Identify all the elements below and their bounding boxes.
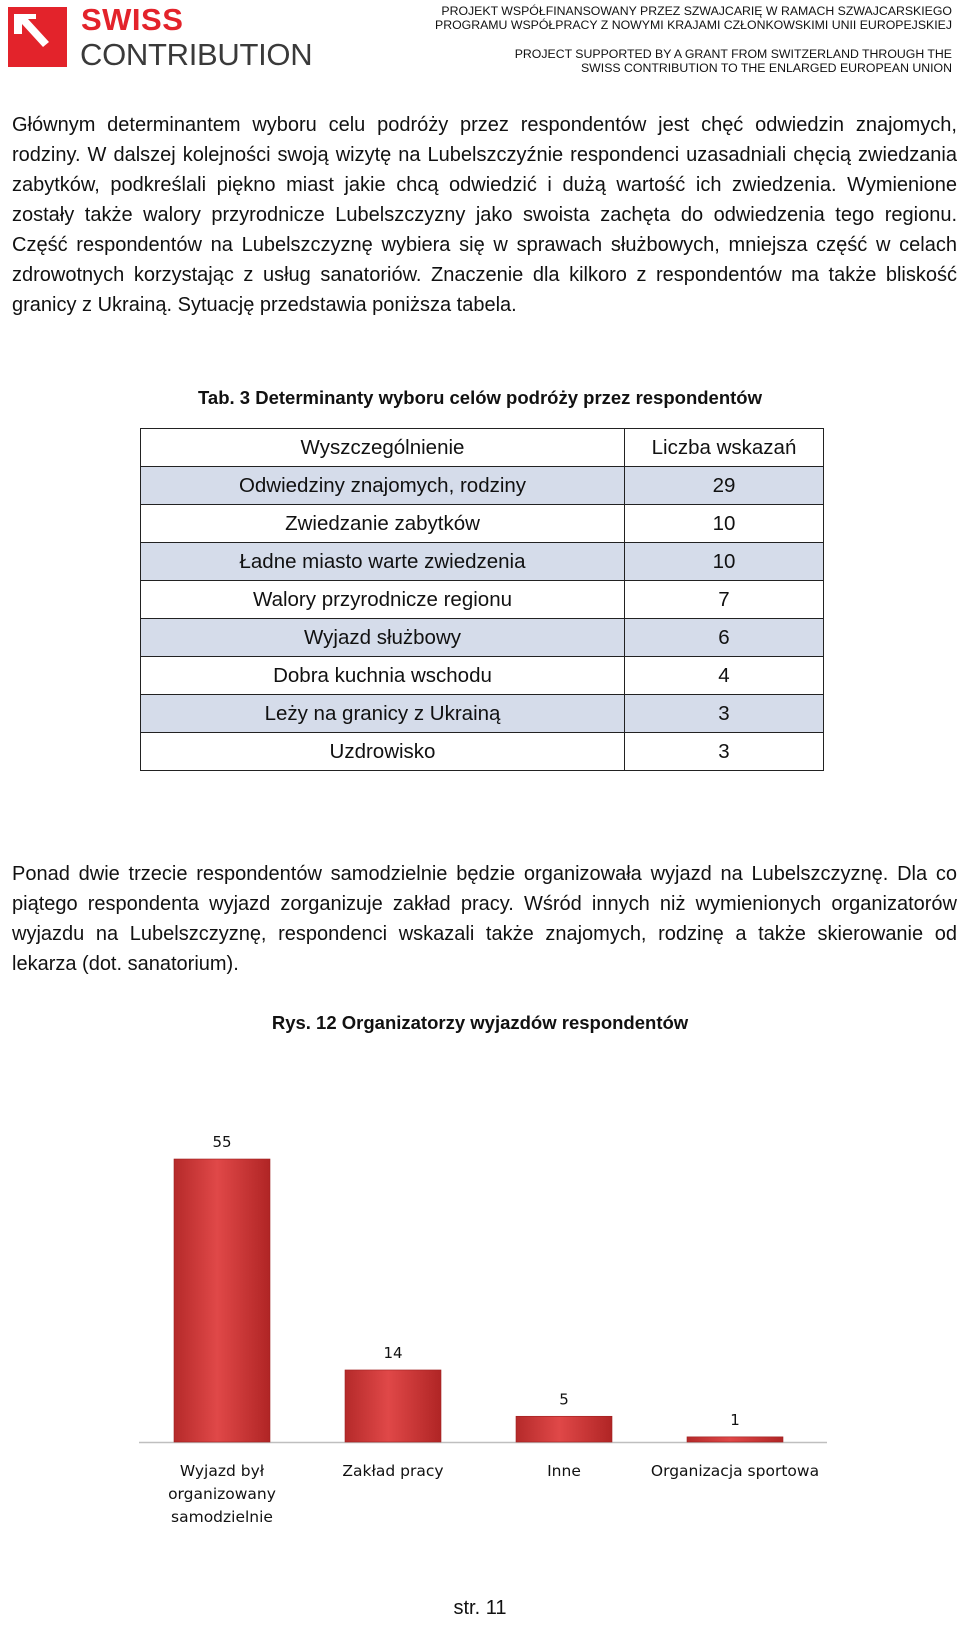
table-caption: Tab. 3 Determinanty wyboru celów podróży przez respondentów (198, 387, 762, 408)
row-label: Wyjazd służbowy (141, 619, 625, 657)
category-label: Inne (547, 1462, 581, 1480)
table-row (141, 657, 824, 695)
page-header (0, 0, 960, 80)
category-label: organizowany (168, 1485, 276, 1503)
page-number: str. 11 (453, 1597, 507, 1619)
row-value: 3 (625, 695, 824, 733)
funding-notice-line: PROJEKT WSPÓŁFINANSOWANY PRZEZ SZWAJCARIĘ W RAMACH SZWAJCARSKIEGO (441, 4, 952, 18)
brand-name-top: SWISS (81, 2, 184, 37)
funding-notice-pl (435, 4, 952, 32)
row-label: Uzdrowisko (141, 733, 625, 771)
row-value: 10 (625, 543, 824, 581)
row-label: Odwiedziny znajomych, rodziny (141, 467, 625, 505)
table-row (141, 581, 824, 619)
category-label: Zakład pracy (342, 1462, 444, 1480)
funding-notice-line: SWISS CONTRIBUTION TO THE ENLARGED EUROPEAN UNION (580, 61, 952, 75)
category-label: samodzielnie (171, 1508, 273, 1526)
organizers-bar-chart (0, 1060, 960, 1530)
figure-caption: Rys. 12 Organizatorzy wyjazdów respondentów (271, 1012, 689, 1033)
table-row (141, 543, 824, 581)
column-header: Liczba wskazań (625, 429, 824, 467)
data-label: 55 (212, 1133, 232, 1151)
organizers-paragraph: Ponad dwie trzecie respondentów samodzielnie będzie organizowała wyjazd na Lubelszczyznę. Dla co piątego respondenta wyjazd zorganizuje zakład pracy. Wśród innych niż wymienionych organizatorów wyjazdu na Lubelszczyznę, respondenci wskazali także znajomych, rodzinę a także skierowanie od lekarza (dot. sanatorium). (12, 863, 957, 975)
row-value: 29 (625, 467, 824, 505)
data-label: 14 (383, 1343, 403, 1362)
column-header: Wyszczególnienie (141, 429, 625, 467)
row-value: 7 (625, 581, 824, 619)
table-header-row (141, 429, 824, 467)
determinants-table (140, 428, 824, 771)
bar (687, 1437, 783, 1442)
row-label: Ładne miasto warte zwiedzenia (141, 543, 625, 581)
row-label: Leży na granicy z Ukrainą (141, 695, 625, 733)
row-label: Dobra kuchnia wschodu (141, 657, 625, 695)
bar (516, 1416, 612, 1442)
table-row (141, 733, 824, 771)
row-label: Walory przyrodnicze regionu (141, 581, 625, 619)
table-row (141, 619, 824, 657)
funding-notice-en (515, 47, 952, 75)
table-row (141, 695, 824, 733)
category-label: Wyjazd był (179, 1462, 265, 1480)
category-label: Organizacja sportowa (650, 1462, 820, 1480)
funding-notice-line: PROGRAMU WSPÓŁPRACY Z NOWYMI KRAJAMI CZŁONKOWSKIMI UNII EUROPEJSKIEJ (435, 18, 952, 32)
row-value: 10 (625, 505, 824, 543)
row-label: Zwiedzanie zabytków (141, 505, 625, 543)
data-label: 5 (559, 1390, 569, 1409)
brand-name-bottom: CONTRIBUTION (80, 37, 313, 72)
table-row (141, 505, 824, 543)
bar (174, 1159, 270, 1442)
bar (345, 1370, 441, 1442)
swiss-flag-icon (8, 7, 67, 67)
data-label: 1 (730, 1410, 740, 1429)
row-value: 3 (625, 733, 824, 771)
table-row (141, 467, 824, 505)
row-value: 6 (625, 619, 824, 657)
intro-paragraph: Głównym determinantem wyboru celu podróży przez respondentów jest chęć odwiedzin znajomych, rodziny. W dalszej kolejności swoją wizytę na Lubelszczyźnie respondenci uzasadniali chęcią zwiedzania zabytków, podkreślali piękno miast jakie chcą odwiedzić i dużą wartość ich zwiedzenia. Wymienione zostały także walory przyrodnicze Lubelszczyzny jako swoista zachęta do odwiedzenia tego regionu. Część respondentów na Lubelszczyznę wybiera się w sprawach służbowych, mniejsza część w celach zdrowotnych korzystając z usług sanatoriów. Znaczenie dla kilkoro z respondentów ma także bliskość granicy z Ukrainą. Sytuację przedstawia poniższa tabela. (12, 114, 957, 316)
funding-notice-line: PROJECT SUPPORTED BY A GRANT FROM SWITZERLAND THROUGH THE (514, 47, 952, 61)
row-value: 4 (625, 657, 824, 695)
